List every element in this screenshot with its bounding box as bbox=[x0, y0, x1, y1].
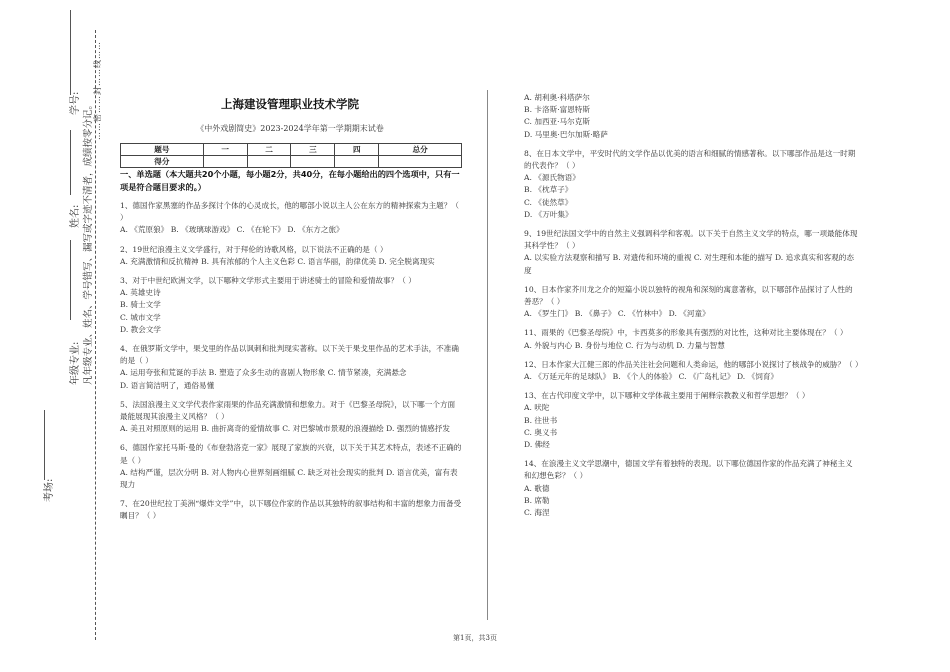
answer-option: A. 吠陀 bbox=[524, 403, 550, 413]
table-cell: 三 bbox=[291, 144, 335, 156]
question-stem: 1、德国作家黑塞的作品多探讨个体的心灵成长，他的哪部小说以主人公在东方的精神探索为主题？（ ） bbox=[120, 201, 459, 223]
answer-option: B. 骑士文学 bbox=[120, 300, 161, 310]
answer-option: C. 城市文学 bbox=[120, 312, 161, 322]
answer-option: A. 运用夸张和荒诞的手法 B. 塑造了众多生动的喜剧人物形象 C. 情节紧凑，充满悬念 bbox=[120, 368, 407, 378]
answer-option: A. 美丑对照原则的运用 B. 曲折离奇的爱情故事 C. 对巴黎城市景观的浪漫描绘 D. 强烈的情感抒发 bbox=[120, 424, 450, 434]
answer-option: A. 《源氏物语》 bbox=[524, 173, 580, 183]
student-id-label: 学号: bbox=[70, 91, 81, 115]
answer-option: A. 充满激情和反抗精神 B. 具有浓郁的个人主义色彩 C. 语言华丽，韵律优美 D. 完全脱离现实 bbox=[120, 256, 435, 266]
answer-option: A. 英雄史诗 bbox=[120, 288, 161, 298]
question-list bbox=[524, 92, 863, 519]
score-input-cell[interactable] bbox=[203, 156, 247, 168]
question-stem: 11、雨果的《巴黎圣母院》中，卡西莫多的形象具有强烈的对比性，这种对比主要体现在？（ ） bbox=[524, 328, 848, 338]
answer-option: C. 《徒然草》 bbox=[524, 197, 573, 207]
answer-option: B. 卡洛斯·富恩特斯 bbox=[524, 105, 590, 115]
right-column bbox=[524, 92, 863, 519]
question-stem: 7、在20世纪拉丁美洲“爆炸文学”中，以下哪位作家的作品以其独特的叙事结构和丰富的想象力而备受瞩目？（ ） bbox=[120, 499, 462, 521]
table-cell: 总分 bbox=[379, 144, 462, 156]
score-table bbox=[120, 143, 462, 168]
score-input-cell[interactable] bbox=[335, 156, 379, 168]
question-stem: 14、在浪漫主义文学思潮中，德国文学有着独特的表现。以下哪位德国作家的作品充满了神秘主义和幻想色彩？（ ） bbox=[524, 459, 853, 481]
question-stem: 12、日本作家大江健三郎的作品关注社会问题和人类命运，他的哪部小说探讨了核战争的威胁？（ ） bbox=[524, 359, 863, 369]
question-item bbox=[120, 244, 462, 268]
question-stem: 6、德国作家托马斯·曼的《布登勃洛克一家》展现了家族的兴衰，以下关于其艺术特点，表述不正确的是（ ） bbox=[120, 443, 462, 465]
answer-option: B. 《枕草子》 bbox=[524, 185, 573, 195]
table-cell: 二 bbox=[247, 144, 291, 156]
answer-option: D. 马里奥·巴尔加斯·略萨 bbox=[524, 129, 608, 139]
answer-option: A. 《万延元年的足球队》 B. 《个人的体验》 C. 《广岛札记》 D. 《饲育》 bbox=[524, 372, 779, 382]
seal-line-text: ……密……封……线…… bbox=[93, 41, 102, 140]
table-row bbox=[121, 156, 462, 168]
answer-option: A. 歌德 bbox=[524, 483, 550, 493]
question-item bbox=[524, 284, 860, 321]
question-item bbox=[524, 148, 860, 221]
venue-label: 考场: bbox=[44, 478, 55, 502]
question-item bbox=[524, 327, 860, 351]
question-stem: 4、在俄罗斯文学中，果戈里的作品以讽刺和批判现实著称。以下关于果戈里作品的艺术手法，不准确的是（ ） bbox=[120, 344, 459, 366]
answer-option: A. 胡利奥·科塔萨尔 bbox=[524, 93, 590, 102]
question-list bbox=[120, 200, 462, 523]
answer-option: C. 加西亚·马尔克斯 bbox=[524, 117, 590, 127]
answer-option: C. 奥义书 bbox=[524, 427, 558, 437]
left-column bbox=[120, 168, 462, 523]
question-item bbox=[120, 498, 462, 522]
table-cell: 四 bbox=[335, 144, 379, 156]
answer-option: D. 教会文学 bbox=[120, 324, 162, 334]
answer-option: A. 以实验方法观察和描写 B. 对遗传和环境的重视 C. 对生理和本能的描写 D. 追求真实和客观的态度 bbox=[524, 253, 854, 275]
answer-option: C. 海涅 bbox=[524, 508, 550, 518]
question-item bbox=[524, 390, 860, 451]
question-item bbox=[524, 228, 860, 277]
underline bbox=[44, 410, 45, 480]
question-item bbox=[120, 275, 462, 336]
question-stem: 9、19世纪法国文学中的自然主义强调科学和客观。以下关于自然主义文学的特点，哪一项最能体现其科学性？（ ） bbox=[524, 229, 858, 251]
question-item bbox=[120, 200, 462, 237]
underline bbox=[70, 240, 71, 320]
binding-notice: 凡年级专业、姓名、学号错写、漏写或字迹不清者，成绩按零分记。 bbox=[83, 99, 94, 385]
table-cell: 得分 bbox=[121, 156, 204, 168]
underline bbox=[70, 130, 71, 195]
answer-option: A. 外貌与内心 B. 身份与地位 C. 行为与动机 D. 力量与智慧 bbox=[524, 340, 725, 350]
name-label: 姓名: bbox=[70, 204, 81, 228]
question-item bbox=[120, 442, 462, 491]
answer-option: B. 席勒 bbox=[524, 495, 550, 505]
question-stem: 2、19世纪浪漫主义文学盛行，对于拜伦的诗歌风格，以下说法不正确的是（ ） bbox=[120, 244, 388, 254]
answer-option: B. 往世书 bbox=[524, 415, 558, 425]
question-item bbox=[524, 458, 860, 519]
question-stem: 3、对于中世纪欧洲文学，以下哪种文学形式主要用于讲述骑士的冒险和爱情故事？（ ） bbox=[120, 276, 416, 286]
question-stem: 13、在古代印度文学中，以下哪种文学体裁主要用于阐释宗教教义和哲学思想？（ ） bbox=[524, 391, 810, 401]
binding-margin bbox=[0, 0, 110, 672]
column-divider bbox=[487, 90, 488, 620]
underline bbox=[70, 10, 71, 95]
table-cell: 一 bbox=[203, 144, 247, 156]
seal-dashed-line bbox=[95, 30, 96, 640]
answer-option: A. 结构严谨，层次分明 B. 对人物内心世界刻画细腻 C. 缺乏对社会现实的批判 D. 语言优美，富有表现力 bbox=[120, 467, 458, 490]
question-item bbox=[524, 359, 863, 383]
table-row bbox=[121, 144, 462, 156]
class-label: 年级专业: bbox=[70, 341, 81, 385]
question-stem: 5、法国浪漫主义文学代表作家雨果的作品充满激情和想象力。对于《巴黎圣母院》，以下哪一个方面最能展现其浪漫主义风格？（ ） bbox=[120, 399, 456, 422]
answer-option: A. 《罗生门》 B. 《鼻子》 C. 《竹林中》 D. 《河童》 bbox=[524, 309, 710, 319]
school-title: 上海建设管理职业技术学院 bbox=[221, 97, 359, 111]
question-item bbox=[120, 343, 462, 392]
answer-option: D. 佛经 bbox=[524, 440, 550, 450]
score-input-cell[interactable] bbox=[247, 156, 291, 168]
answer-option: D. 语言简洁明了，通俗易懂 bbox=[120, 380, 215, 390]
answer-option: D. 《万叶集》 bbox=[524, 209, 573, 219]
page-number: 第1页，共3页 bbox=[453, 634, 497, 642]
answer-option: A. 《荒原狼》 B. 《玻璃球游戏》 C. 《在轮下》 D. 《东方之旅》 bbox=[120, 225, 344, 235]
score-input-cell[interactable] bbox=[379, 156, 462, 168]
exam-title: 《中外戏剧简史》2023-2024学年第一学期期末试卷 bbox=[196, 124, 384, 133]
question-stem: 10、日本作家芥川龙之介的短篇小说以独特的视角和深刻的寓意著称，以下哪部作品探讨了人性的善恶？（ ） bbox=[524, 284, 853, 307]
section-heading: 一、单选题（本大题共20个小题，每小题2分，共40分，在每小题给出的四个选项中，只有一项是符合题目要求的。） bbox=[120, 169, 460, 192]
question-item bbox=[120, 399, 462, 436]
question-stem: 8、在日本文学中，平安时代的文学作品以优美的语言和细腻的情感著称。以下哪部作品是这一时期的代表作？（ ） bbox=[524, 148, 856, 171]
score-input-cell[interactable] bbox=[291, 156, 335, 168]
question-item bbox=[524, 92, 860, 141]
table-cell: 题号 bbox=[121, 144, 204, 156]
